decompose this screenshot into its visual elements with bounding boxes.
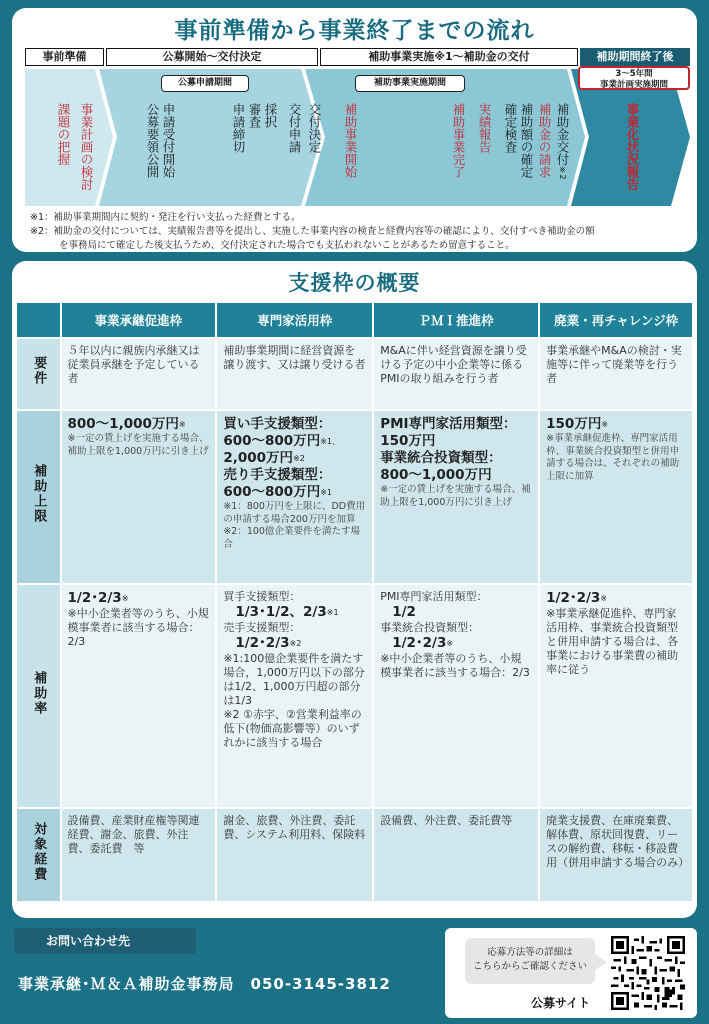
ritsu-4-note: ※事業承継促進枠、専門家活用枠、事業統合投資類型と併用申請する場合は、各事業における事業費の補助率に従う — [546, 607, 679, 676]
table-corner — [17, 303, 60, 337]
jougen-1-note: ※一定の賃上げを実施する場合、補助上限を1,000万円に引き上げ — [67, 433, 209, 457]
cell-keihi-1: 設備費、産業財産権等関連経費、謝金、旅費、外注費、委託費 等 — [62, 809, 216, 901]
row-header-keihi-text: 対象経費 — [31, 822, 47, 882]
phase-after: 補助期間終了後 — [580, 48, 690, 66]
qr-code-icon[interactable] — [611, 936, 685, 1010]
ritsu-2-note1: ※1:100億企業要件を満たす場合，1,000万円以下の部分は1/2、1,000万円超の部分は1/3 — [223, 652, 365, 707]
step-gaku-kakutei: 補助額の確定 — [519, 103, 534, 178]
ritsu-4-value: 1/2･2/3 — [546, 590, 601, 606]
row-header-ritsu-text: 補助率 — [31, 670, 47, 716]
row-header-youken — [17, 339, 60, 409]
cell-jougen-1 — [62, 411, 216, 583]
ritsu-2-c: 売手支援類型： — [223, 621, 301, 634]
step-saitaku: 採択 — [263, 103, 278, 128]
bubble-line1: 応募方法等の詳細は — [487, 947, 573, 958]
phase-application: 公募開始～交付決定 — [106, 48, 318, 66]
jougen-1-value: 800～1,000万円 — [67, 416, 179, 432]
sub-label-after — [578, 66, 690, 90]
cell-keihi-4: 廃業支援費、在庫廃棄費、解体費、原状回復費、リースの解約費、移転・移設費用（併用申請する場合のみ） — [540, 809, 692, 901]
jougen-2-b: 600～800万円 — [223, 433, 321, 449]
flow-notes — [30, 211, 690, 253]
cell-jougen-2 — [217, 411, 372, 583]
jougen-2-d: 売り手支援類型： — [223, 467, 332, 483]
support-section — [12, 261, 697, 918]
bubble-arrow-icon — [595, 954, 607, 970]
ritsu-4-sup: ※ — [600, 594, 608, 603]
col-header-1: 事業承継促進枠 — [62, 303, 216, 337]
flow-note-1: ※1：補助事業期間内に契約・発注を行い支払った経費とする。 — [30, 212, 301, 223]
ritsu-3-a: PMI専門家活用類型： — [380, 590, 488, 603]
ritsu-3-c: 事業統合投資類型： — [380, 621, 480, 634]
row-header-youken-text: 要件 — [31, 356, 47, 386]
step-koufu — [555, 103, 569, 180]
ritsu-3-note: ※中小企業者等のうち、小規模事業者に該当する場合：2/3 — [380, 652, 530, 679]
step-kakutei-kensa: 確定検査 — [503, 103, 518, 153]
cell-youken-1: ５年以内に親族内承継又は従業員承継を予定している者 — [62, 339, 216, 409]
after-period-line2: 事業計画実施期間 — [599, 80, 668, 90]
website-box — [445, 928, 697, 1018]
jougen-2-note2: ※2：100億企業要件を満たす場合 — [223, 526, 360, 550]
cell-jougen-4 — [540, 411, 692, 583]
cell-ritsu-2 — [217, 585, 372, 807]
office-contact: 事業承継･Ｍ＆Ａ補助金事務局 050-3145-3812 — [18, 975, 391, 993]
step-koufu-note: ※2 — [558, 165, 567, 180]
bubble-line2: こちらからご確認ください — [472, 961, 587, 972]
ritsu-1-sup: ※ — [121, 594, 129, 603]
step-shimekiri: 申請締切 — [231, 103, 246, 153]
sub-label-koubo: 公募申請期間 — [161, 75, 249, 92]
step-uketsuke: 申請受付開始 — [161, 103, 176, 178]
phase-implementation: 補助事業実施※1～補助金の交付 — [320, 48, 578, 66]
ritsu-2-a: 買手支援類型： — [223, 590, 301, 603]
contact-label: お問い合わせ先 — [14, 928, 196, 954]
cell-ritsu-4 — [540, 585, 692, 807]
website-bubble — [465, 938, 595, 984]
jougen-2-c: 2,000万円 — [223, 450, 294, 466]
ritsu-1-value: 1/2･2/3 — [67, 590, 122, 606]
ritsu-3-d: 1/2･2/3 — [392, 635, 447, 651]
row-header-jougen — [17, 411, 60, 583]
support-title: 支援枠の概要 — [288, 271, 421, 295]
cell-jougen-3 — [374, 411, 538, 583]
ritsu-2-b-sup: ※1 — [326, 608, 339, 617]
support-table — [15, 301, 694, 903]
cell-keihi-3: 設備費、外注費、委託費等 — [374, 809, 538, 901]
flow-note-2: ※2：補助金の交付については、実績報告書等を提出し、実施した事業内容の検査と経費内容等の確認により、交付すべき補助金の額 — [30, 226, 595, 237]
jougen-3-c: 800～1,000万円 — [380, 467, 492, 483]
table-row-jougen — [17, 411, 692, 583]
cell-keihi-2: 謝金、旅費、外注費、委託費、システム利用料、保険料 — [217, 809, 372, 901]
row-header-ritsu — [17, 585, 60, 807]
step-jisseki: 実績報告 — [477, 103, 492, 153]
cell-ritsu-3 — [374, 585, 538, 807]
jougen-4-sup: ※ — [601, 420, 609, 429]
phase-preparation: 事前準備 — [25, 48, 104, 66]
step-koufu-kettei: 交付決定 — [307, 103, 322, 153]
ritsu-2-note2: ※2 ①赤字、②営業利益率の低下(物価高影響等）のいずれかに該当する場合 — [223, 708, 362, 749]
col-header-2: 専門家活用枠 — [217, 303, 372, 337]
jougen-3-a: PMI専門家活用類型：150万円 — [380, 416, 517, 449]
cell-youken-3: M&Aに伴い経営資源を譲り受ける予定の中小企業等に係るPMIの取り組みを行う者 — [374, 339, 538, 409]
sub-label-jisshi: 補助事業実施期間 — [355, 75, 465, 92]
step-koufu-shinsei: 交付申請 — [287, 103, 302, 153]
step-jigyouka: 事業化状況報告 — [625, 103, 640, 191]
cell-youken-2: 補助事業期間に経営資源を譲り渡す、又は譲り受ける者 — [217, 339, 372, 409]
jougen-2-a: 買い手支援類型： — [223, 416, 332, 432]
ritsu-3-b: 1/2 — [392, 604, 416, 620]
col-header-3: ＰＭＩ推進枠 — [374, 303, 538, 337]
step-koufu-label: 補助金交付 — [555, 103, 570, 166]
jougen-4-note: ※事業承継促進枠、専門家活用枠、事業統合投資類型と併用申請する場合は、それぞれの補助上限に加算 — [546, 433, 680, 482]
table-row-youken — [17, 339, 692, 409]
table-row-ritsu — [17, 585, 692, 807]
table-header-row — [17, 303, 692, 337]
jougen-1-sup: ※ — [178, 420, 186, 429]
ritsu-2-b: 1/3･1/2、2/3 — [235, 604, 327, 620]
jougen-2-e: 600～800万円 — [223, 484, 321, 500]
ritsu-2-d: 1/2･2/3 — [235, 635, 290, 651]
ritsu-2-d-sup: ※2 — [289, 639, 302, 648]
ritsu-3-d-sup: ※ — [446, 639, 454, 648]
cell-youken-4: 事業承継やM&Aの検討・実施等に伴って廃業等を行う者 — [540, 339, 692, 409]
site-label: 公募サイト — [531, 996, 591, 1010]
step-seikyuu: 補助金の請求 — [537, 103, 552, 178]
step-shinsa: 審査 — [247, 103, 262, 128]
flow-diagram — [25, 69, 690, 206]
step-kadai: 課題の把握 — [56, 103, 71, 166]
cell-ritsu-1 — [62, 585, 216, 807]
table-row-keihi — [17, 809, 692, 901]
jougen-2-c-sup: ※2 — [293, 454, 305, 463]
flow-note-2-cont: を事務局にて確定した後支払うため、交付決定された場合でも支払われないことがあるため留意すること。 — [59, 240, 515, 251]
jougen-3-b: 事業統合投資類型： — [380, 450, 502, 466]
jougen-4-value: 150万円 — [546, 416, 602, 432]
step-jigyou-kanryou: 補助事業完了 — [451, 103, 466, 178]
after-period-line1: 3～5年間 — [615, 69, 653, 79]
jougen-3-note: ※一定の賃上げを実施する場合、補助上限を1,000万円に引き上げ — [380, 484, 531, 508]
step-jigyou-kaishi: 補助事業開始 — [343, 103, 358, 178]
step-keikaku: 事業計画の検討 — [79, 103, 94, 191]
jougen-2-note1: ※1：800万円を上限に、DD費用の申請する場合200万円を加算 — [223, 501, 366, 525]
ritsu-1-note: ※中小企業者等のうち、小規模事業者に該当する場合：2/3 — [67, 607, 209, 648]
step-youryou: 公募要領公開 — [145, 103, 160, 178]
flow-section — [12, 8, 697, 252]
flow-title: 事前準備から事業終了までの流れ — [174, 18, 535, 44]
jougen-2-e-sup: ※1 — [320, 488, 333, 497]
col-header-4: 廃業・再チャレンジ枠 — [540, 303, 692, 337]
row-header-jougen-text: 補助上限 — [31, 464, 47, 524]
row-header-keihi — [17, 809, 60, 901]
jougen-2-b-sup: ※1、 — [320, 437, 341, 446]
